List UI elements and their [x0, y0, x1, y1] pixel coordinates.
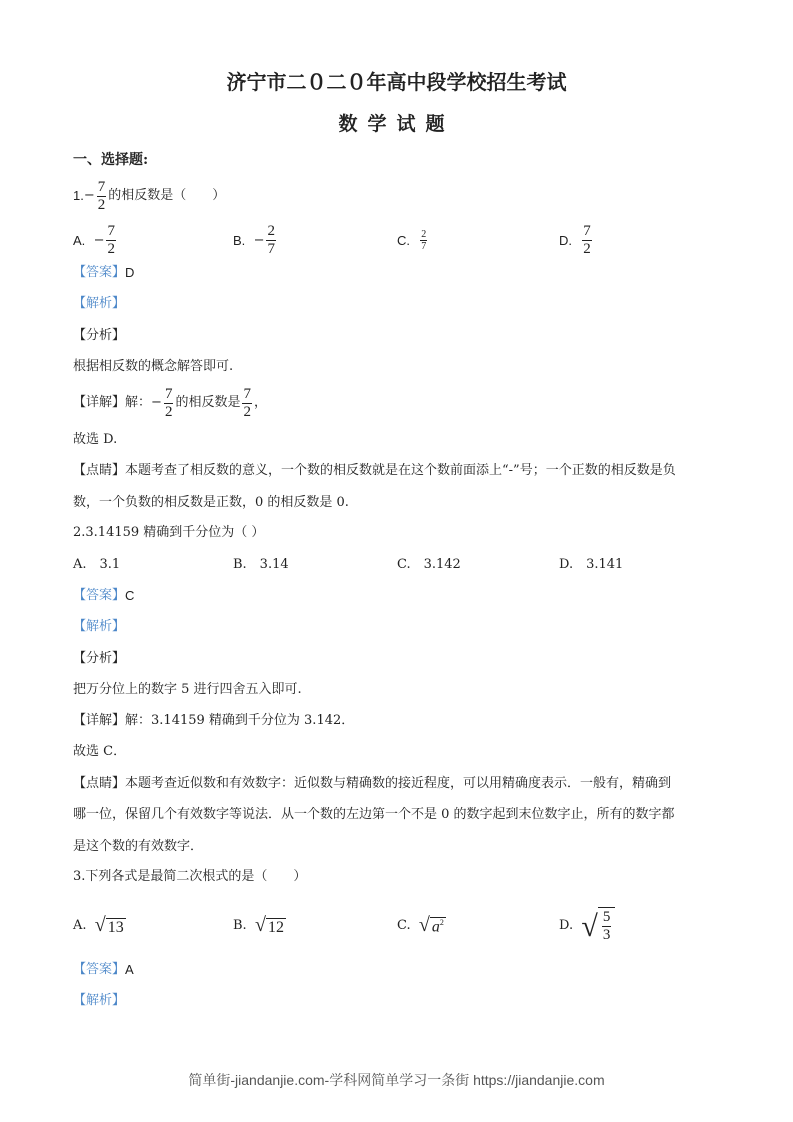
sign: −	[93, 232, 105, 248]
numerator: 7	[107, 222, 115, 239]
fenxi-text: 根据相反数的概念解答即可.	[73, 359, 234, 374]
numerator: 2	[421, 228, 427, 240]
comment-line: 是这个数的有效数字．	[73, 839, 204, 854]
footer-watermark: 简单街-jiandanjie.com-学科网简单学习一条街 https://jiandanjie.com	[188, 1072, 605, 1088]
answer-line	[73, 263, 134, 283]
option-label: C.	[397, 232, 410, 248]
option-c	[397, 220, 429, 260]
fenxi-tag: 【分析】	[73, 651, 126, 666]
answer-tag: 【答案】	[73, 265, 126, 280]
comment-tag: 【点睛】	[73, 776, 126, 791]
radical-icon: √	[94, 913, 106, 936]
comment-line: 数，一个负数的相反数是正数，0 的相反数是 0.	[73, 495, 349, 510]
comment-tag: 【点睛】	[73, 463, 126, 478]
detail-tag: 【详解】	[73, 713, 126, 728]
minus-sign: −	[151, 395, 162, 410]
denominator: 7	[421, 240, 427, 252]
radical-icon: √	[254, 913, 266, 936]
fraction	[420, 229, 427, 252]
option-b: B. 3.14	[233, 557, 289, 572]
fraction	[97, 179, 107, 214]
question-number: 1.	[73, 188, 84, 203]
analysis-tag: 【解析】	[73, 619, 126, 634]
square-root	[581, 907, 615, 944]
exam-subtitle: 数学试题	[338, 113, 455, 135]
option-label: D.	[559, 232, 572, 248]
option-label: A.	[73, 232, 86, 248]
option-b	[233, 905, 286, 945]
option-c	[397, 905, 446, 945]
detail-text: 解：3.14159 精确到千分位为 3.142．	[125, 713, 355, 728]
sign: −	[253, 232, 265, 248]
square-root	[255, 914, 286, 937]
comment-text: 本题考查了相反数的意义，一个数的相反数就是在这个数前面添上“-”号；一个正数的相反数是负	[125, 463, 676, 478]
choice-line: 故选 D.	[73, 432, 118, 447]
radicand: 13	[107, 918, 124, 936]
answer-value: D	[125, 265, 135, 280]
option-d	[559, 220, 594, 260]
option-a: A. 3.1	[73, 557, 121, 572]
detail-line	[73, 711, 354, 731]
denominator: 2	[243, 403, 251, 420]
answer-value: C	[125, 588, 135, 603]
base: a	[431, 918, 440, 936]
choice-line: 故选 C．	[73, 744, 127, 759]
comment-line	[73, 461, 676, 481]
detail-tag: 【详解】	[73, 395, 126, 410]
detail-line	[73, 385, 267, 420]
option-label: C.	[397, 917, 411, 933]
answer-tag: 【答案】	[73, 962, 126, 977]
fraction	[582, 223, 592, 258]
fraction	[242, 386, 252, 421]
option-d	[559, 902, 615, 948]
square-root	[419, 914, 446, 937]
section-heading: 一、选择题:	[73, 152, 149, 168]
answer-line	[73, 586, 134, 606]
answer-tag: 【答案】	[73, 588, 126, 603]
detail-text: ，	[253, 395, 267, 410]
answer-line	[73, 960, 134, 980]
option-a	[73, 905, 126, 945]
question-3: 3.下列各式是最简二次根式的是（ ）	[73, 869, 307, 884]
detail-text: 的相反数是	[175, 395, 241, 410]
question-text: 的相反数是（ ）	[108, 188, 226, 203]
fenxi-text: 把万分位上的数字 5 进行四舍五入即可.	[73, 682, 302, 697]
option-c: C. 3.142	[397, 557, 461, 572]
option-a	[73, 220, 118, 260]
radicand	[430, 917, 446, 936]
numerator: 7	[97, 178, 106, 195]
detail-text: 解：	[125, 395, 152, 410]
fraction	[266, 223, 276, 258]
answer-value: A	[125, 962, 134, 977]
denominator: 2	[107, 240, 115, 257]
comment-line	[73, 774, 671, 794]
radical-icon: √	[581, 909, 598, 943]
comment-text: 本题考查近似数和有效数字：近似数与精确数的接近程度，可以用精确度表示．一般有，精确到	[125, 776, 672, 791]
numerator: 2	[267, 222, 275, 239]
exam-title: 济宁市二０二０年高中段学校招生考试	[226, 70, 567, 94]
numerator: 7	[164, 385, 173, 402]
comment-line: 哪一位，保留几个有效数字等说法．从一个数的左边第一个不是 0 的数字起到末位数字止，所有的数字都	[73, 807, 675, 822]
fenxi-tag: 【分析】	[73, 328, 126, 343]
option-label: B.	[233, 917, 247, 933]
option-b	[233, 220, 278, 260]
denominator: 2	[583, 240, 591, 257]
numerator: 7	[243, 385, 251, 402]
option-label: D.	[559, 917, 574, 933]
fraction	[164, 386, 174, 421]
numerator: 5	[602, 908, 611, 925]
denominator: 2	[164, 403, 173, 420]
minus-sign: −	[83, 188, 95, 203]
analysis-tag: 【解析】	[73, 296, 126, 311]
radicand	[598, 907, 616, 944]
option-d: D. 3.141	[559, 557, 624, 572]
radical-icon: √	[418, 913, 430, 936]
analysis-tag: 【解析】	[73, 993, 126, 1008]
exponent: 2	[439, 918, 444, 928]
question-1	[73, 178, 226, 213]
option-label: B.	[233, 232, 246, 248]
numerator: 7	[583, 222, 591, 239]
radicand: 12	[267, 918, 284, 936]
option-label: A.	[73, 917, 87, 933]
square-root	[95, 914, 126, 937]
denominator: 3	[602, 926, 611, 943]
denominator: 7	[267, 240, 275, 257]
question-2: 2.3.14159 精确到千分位为（ ）	[73, 525, 265, 540]
fraction	[106, 223, 116, 258]
denominator: 2	[97, 196, 106, 213]
fraction	[602, 909, 612, 944]
